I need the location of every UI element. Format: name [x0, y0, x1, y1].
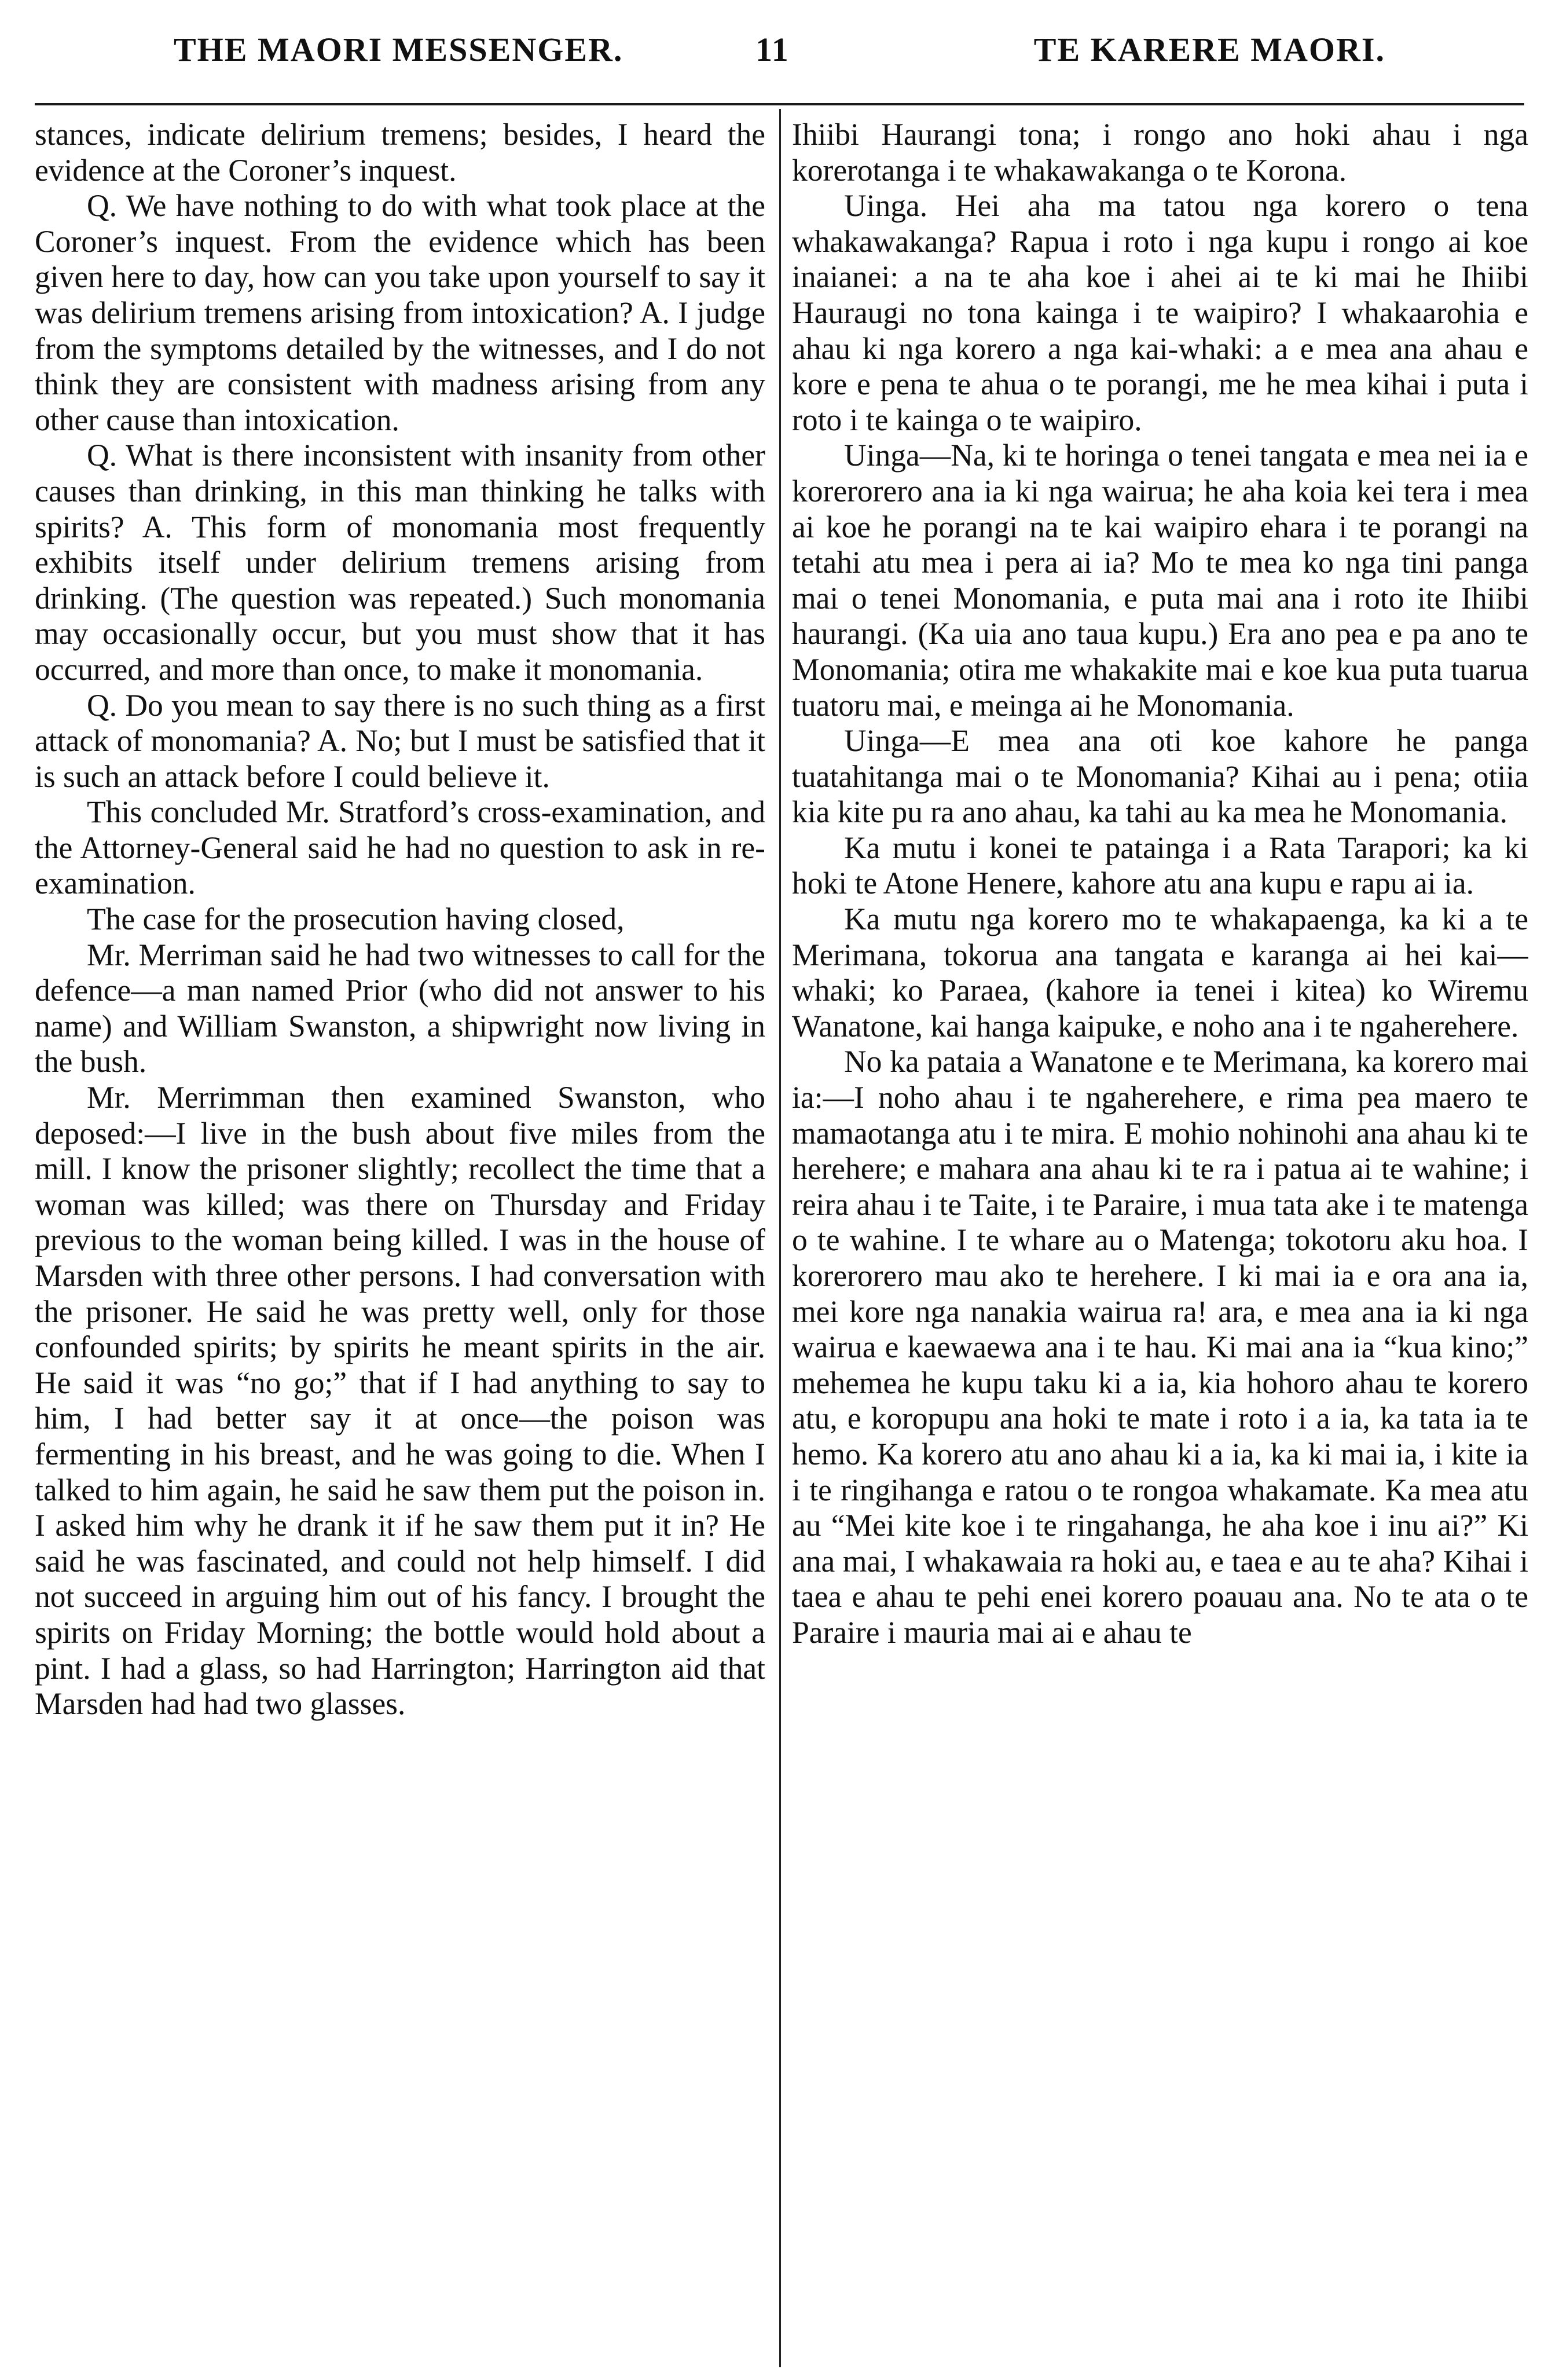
paragraph: Ihiibi Haurangi tona; i rongo ano hoki ahau i nga korerotanga i te whakawakanga o te Korona. — [792, 117, 1528, 188]
page-number: 11 — [755, 31, 790, 68]
paragraph: Mr. Merriman said he had two witnesses to call for the defence—a man named Prior (who did not answer to his name) and William Swanston, a shipwright now living in the bush. — [35, 937, 765, 1079]
header-rule — [35, 103, 1524, 105]
paragraph: Uinga. Hei aha ma tatou nga korero o tena whakawakanga? Rapua i roto i nga kupu i rongo ai koe inaianei: a na te aha koe i ahei ai te ki mai he Ihiibi Hauraugi no tona kainga i te waipiro? I whakaarohia e ahau ki nga korero a nga kai-whaki: a e mea ana ahau e kore e pena te ahua o te porangi, me he mea kihai i puta i roto i te kainga o te waipiro. — [792, 188, 1528, 437]
paragraph: This concluded Mr. Stratford’s cross-examination, and the Attorney-General said he had no question to ask in re-examination. — [35, 794, 765, 901]
paragraph: Ka mutu nga korero mo te whakapaenga, ka ki a te Merimana, tokorua ana tangata e karanga ai hei kai—whaki; ko Paraea, (kahore ia tenei i kitea) ko Wiremu Wanatone, kai hanga kaipuke, e noho ana i te ngaherehere. — [792, 902, 1528, 1043]
column-divider — [779, 109, 781, 2367]
paragraph: stances, indicate delirium tremens; besides, I heard the evidence at the Coroner’s inquest. — [35, 117, 765, 188]
paragraph: Q. We have nothing to do with what took place at the Coroner’s inquest. From the evidence which has been given here to day, how can you take upon yourself to say it was delirium tremens arising from intoxication? A. I judge from the symptoms detailed by the witnesses, and I do not think they are consistent with madness arising from any other cause than intoxication. — [35, 188, 765, 437]
english-column — [35, 117, 765, 2370]
paragraph: Q. What is there inconsistent with insanity from other causes than drinking, in this man thinking he talks with spirits? A. This form of monomania most frequently exhibits itself under delirium tremens arising from drinking. (The question was repeated.) Such monomania may occasionally occur, but you must show that it has occurred, and more than once, to make it monomania. — [35, 438, 765, 687]
paragraph: Mr. Merrimman then examined Swanston, who deposed:—I live in the bush about five miles from the mill. I know the prisoner slightly; recollect the time that a woman was killed; was there on Thursday and Friday previous to the woman being killed. I was in the house of Marsden with three other persons. I had conversation with the prisoner. He said he was pretty well, only for those confounded spirits; by spirits he meant spirits in the air. He said it was “no go;” that if I had anything to say to him, I had better say it at once—the poison was fermenting in his breast, and he was going to die. When I talked to him again, he said he saw them put the poison in. I asked him why he drank it if he saw them put it in? He said he was fascinated, and could not help himself. I did not succeed in arguing him out of his fancy. I brought the spirits on Friday Morning; the bottle would hold about a pint. I had a glass, so had Harrington; Harrington aid that Marsden had had two glasses. — [35, 1080, 765, 1722]
paragraph: Q. Do you mean to say there is no such thing as a first attack of monomania? A. No; but I must be satisfied that it is such an attack before I could believe it. — [35, 687, 765, 794]
paragraph: Ka mutu i konei te patainga i a Rata Tarapori; ka ki hoki te Atone Henere, kahore atu ana kupu e rapu ai ia. — [792, 830, 1528, 901]
maori-column — [792, 117, 1528, 2370]
running-title-english: THE MAORI MESSENGER. — [174, 31, 623, 68]
running-title-maori: TE KARERE MAORI. — [1033, 31, 1385, 68]
paragraph: The case for the prosecution having closed, — [87, 902, 625, 937]
paragraph: No ka pataia a Wanatone e te Merimana, ka korero mai ia:—I noho ahau i te ngaherehere, e rima pea maero te mamaotanga atu i te mira. E mohio nohinohi ana ahau ki te herehere; e mahara ana ahau ki te ra i patua ai te wahine; i reira ahau i te Taite, i te Paraire, i mua tata ake i te matenga o te wahine. I te whare au o Matenga; tokotoru aku hoa. I korerorero mau ako te herehere. I ki mai ia e ora ana ia, mei kore nga nanakia wairua ra! ara, e mea ana ia ki nga wairua e kaewaewa ana i te hau. Ki mai ana ia “kua kino;” mehemea he kupu taku ki a ia, kia hohoro ahau te korero atu, e koropupu ana hoki te mate i roto i a ia, ka tata ia te hemo. Ka korero atu ano ahau ki a ia, ka ki mai ia, i kite ia i te ringihanga e ratou o te rongoa whakamate. Ka mea atu au “Mei kite koe i te ringahanga, he aha koe i inu ai?” Ki ana mai, I whakawaia ra hoki au, e taea e au te aha? Kihai i taea e ahau te pehi enei korero poauau ana. No te ata o te Paraire i mauria mai ai e ahau te — [792, 1044, 1528, 1650]
page-header — [35, 30, 1524, 82]
paragraph: Uinga—E mea ana oti koe kahore he panga tuatahitanga mai o te Monomania? Kihai au i pena; otiia kia kite pu ra ano ahau, ka tahi au ka mea he Monomania. — [792, 723, 1528, 830]
paragraph: Uinga—Na, ki te horinga o tenei tangata e mea nei ia e korerorero ana ia ki nga wairua; he aha koia kei tera i mea ai koe he porangi na te kai waipiro ehara i te porangi na tetahi atu mea i pera ai ia? Mo te mea ko nga tini panga mai o tenei Monomania, e puta mai ana i roto ite Ihiibi haurangi. (Ka uia ano taua kupu.) Era ano pea e pa ano te Monomania; otira me whakakite mai e koe kua puta tuarua tuatoru mai, e meinga ai he Monomania. — [792, 438, 1528, 723]
